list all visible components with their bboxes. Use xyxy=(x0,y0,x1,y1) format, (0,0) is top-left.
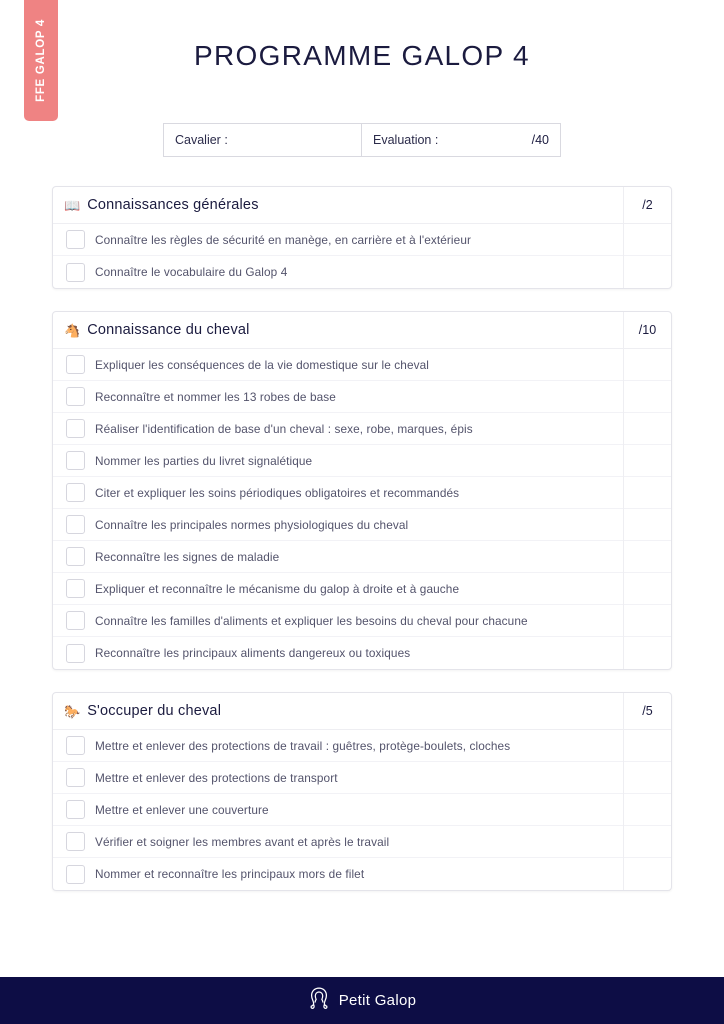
section-title: Connaissance du cheval xyxy=(87,322,250,338)
rider-evaluation-box xyxy=(163,123,561,157)
section-header xyxy=(53,187,671,224)
ffe-galop-tab-label: FFE GALOP 4 xyxy=(35,19,47,102)
horseshoe-icon xyxy=(308,986,330,1015)
book-icon: 📖 xyxy=(64,197,81,213)
checklist-item-label: Réaliser l'identification de base d'un cheval : sexe, robe, marques, épis xyxy=(95,421,473,436)
checkbox[interactable] xyxy=(66,230,85,249)
checklist-item-label: Mettre et enlever une couverture xyxy=(95,802,269,817)
checklist-item-label: Connaître le vocabulaire du Galop 4 xyxy=(95,265,288,279)
rider-field[interactable] xyxy=(164,124,362,156)
checkbox[interactable] xyxy=(66,387,85,406)
checkbox[interactable] xyxy=(66,865,85,884)
checkbox[interactable] xyxy=(66,483,85,502)
checklist-row xyxy=(53,541,671,573)
section-header xyxy=(53,693,671,730)
checklist-row xyxy=(53,381,671,413)
section-title: S'occuper du cheval xyxy=(87,703,222,719)
checklist-item-label: Citer et expliquer les soins périodiques obligatoires et recommandés xyxy=(95,485,460,500)
running-horse-icon: 🐎 xyxy=(64,703,81,719)
checklist-row xyxy=(53,477,671,509)
section-score: /2 xyxy=(642,198,653,212)
checkbox[interactable] xyxy=(66,419,85,438)
section-score: /10 xyxy=(638,323,657,337)
checklist-item-label: Nommer les parties du livret signalétique xyxy=(95,453,313,468)
footer xyxy=(0,977,724,1024)
checklist-row xyxy=(53,224,671,256)
checkbox[interactable] xyxy=(66,579,85,598)
section-header xyxy=(53,312,671,349)
section-card xyxy=(52,692,672,891)
section-title: Connaissances générales xyxy=(87,197,259,213)
section-score: /5 xyxy=(642,704,653,718)
evaluation-total: /40 xyxy=(531,133,549,147)
checklist-row xyxy=(53,637,671,669)
checklist-row xyxy=(53,509,671,541)
checklist-item-label: Mettre et enlever des protections de transport xyxy=(95,770,338,785)
checklist-row xyxy=(53,413,671,445)
checklist-row xyxy=(53,605,671,637)
checkbox[interactable] xyxy=(66,611,85,630)
checkbox[interactable] xyxy=(66,768,85,787)
checkbox[interactable] xyxy=(66,515,85,534)
checklist-row xyxy=(53,256,671,288)
checklist-item-label: Connaître les principales normes physiologiques du cheval xyxy=(95,517,409,532)
checklist-item-label: Connaître les règles de sécurité en manège, en carrière et à l'extérieur xyxy=(95,232,472,247)
checklist-row xyxy=(53,762,671,794)
checkbox[interactable] xyxy=(66,644,85,663)
checkbox[interactable] xyxy=(66,736,85,755)
checkbox[interactable] xyxy=(66,451,85,470)
checklist-row xyxy=(53,349,671,381)
horse-face-icon: 🐴 xyxy=(64,322,81,338)
checklist-row xyxy=(53,445,671,477)
checklist-item-label: Expliquer les conséquences de la vie domestique sur le cheval xyxy=(95,357,429,372)
page-title: PROGRAMME GALOP 4 xyxy=(194,40,530,71)
checklist-row xyxy=(53,858,671,890)
checklist-row xyxy=(53,794,671,826)
checkbox[interactable] xyxy=(66,355,85,374)
rider-label: Cavalier : xyxy=(175,133,228,147)
evaluation-label: Evaluation : xyxy=(373,133,439,147)
section-card xyxy=(52,186,672,289)
sections-container xyxy=(52,186,672,913)
checklist-row xyxy=(53,826,671,858)
checkbox[interactable] xyxy=(66,832,85,851)
checklist-item-label: Vérifier et soigner les membres avant et après le travail xyxy=(95,834,390,849)
checkbox[interactable] xyxy=(66,800,85,819)
checklist-item-label: Mettre et enlever des protections de travail : guêtres, protège-boulets, cloches xyxy=(95,738,511,753)
checklist-row xyxy=(53,573,671,605)
brand-name: Petit Galop xyxy=(338,992,417,1009)
checkbox[interactable] xyxy=(66,547,85,566)
checkbox[interactable] xyxy=(66,263,85,282)
section-card xyxy=(52,311,672,670)
checklist-item-label: Reconnaître les principaux aliments dangereux ou toxiques xyxy=(95,646,411,660)
checklist-row xyxy=(53,730,671,762)
checklist-item-label: Reconnaître et nommer les 13 robes de base xyxy=(95,389,336,404)
checklist-item-label: Connaître les familles d'aliments et expliquer les besoins du cheval pour chacune xyxy=(95,613,528,628)
checklist-item-label: Nommer et reconnaître les principaux mors de filet xyxy=(95,867,365,881)
checklist-item-label: Expliquer et reconnaître le mécanisme du galop à droite et à gauche xyxy=(95,581,460,596)
checklist-item-label: Reconnaître les signes de maladie xyxy=(95,549,280,564)
evaluation-field[interactable] xyxy=(362,124,560,156)
